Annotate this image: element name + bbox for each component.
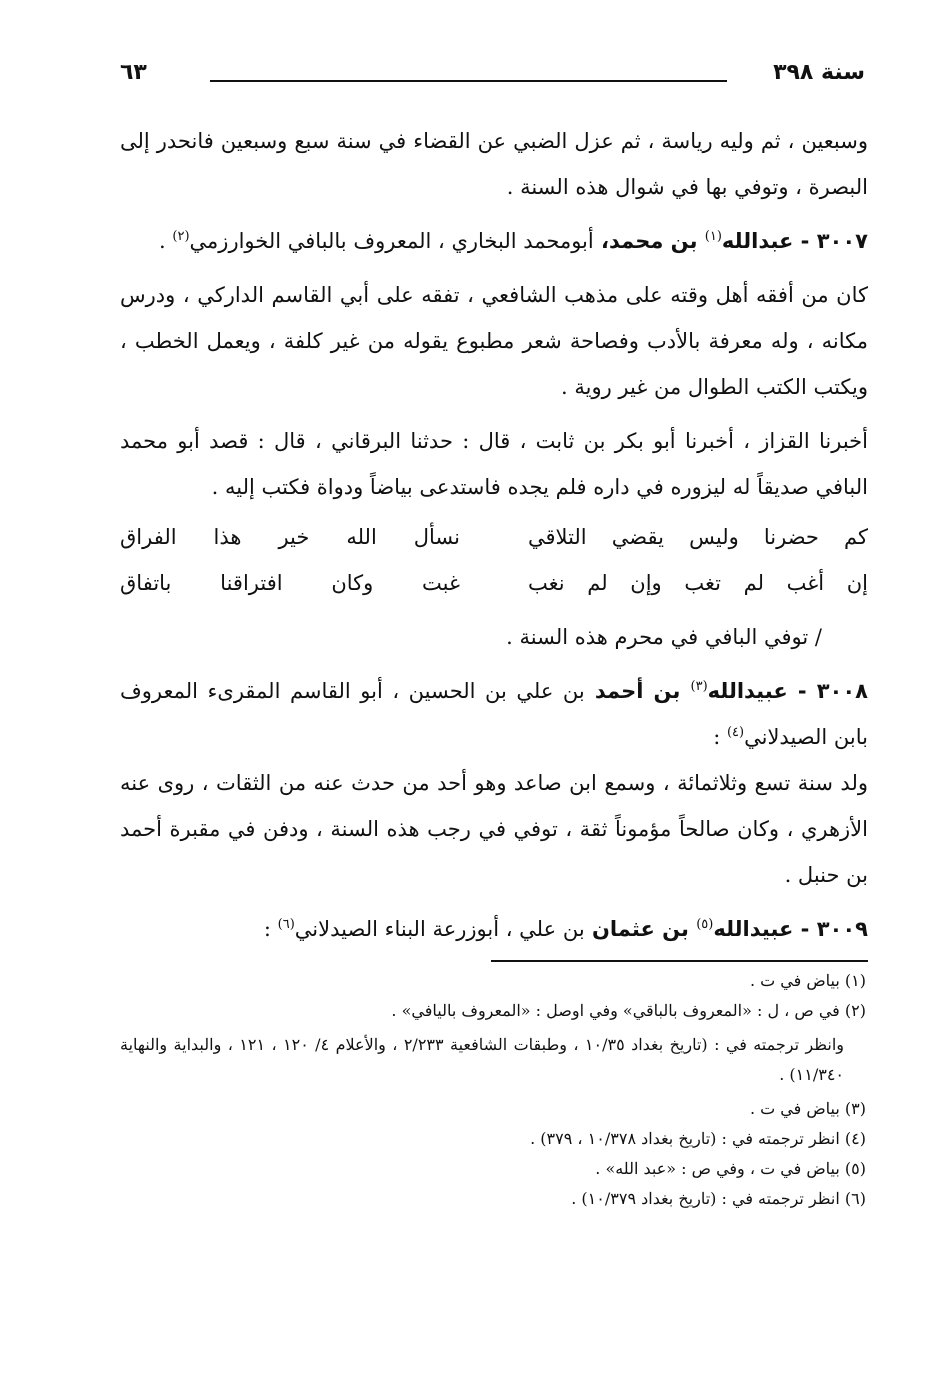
entry-name-part: بن أحمد [584, 679, 691, 703]
paragraph-3007-narration: أخبرنا القزاز ، أخبرنا أبو بكر بن ثابت ، قال : حدثنا البرقاني ، قال : قصد أبو محمد البافي صديقاً له ليزوره في داره فلم يجده فاستدعى بياضاً ودواة فكتب إليه . [120, 429, 868, 499]
paragraph-3007-bio: كان من أفقه أهل وقته على مذهب الشافعي ، تفقه على أبي القاسم الداركي ، ودرس مكانه ، وله معرفة بالأدب وفصاحة شعر مطبوع يقوله من غير كلفة ، ويعمل الخطب ، ويكتب الكتب الطوال من غير روية . [120, 283, 868, 399]
entry-end: : [713, 725, 727, 749]
footnote-rule [491, 960, 868, 962]
entry-end: . [159, 229, 173, 253]
footnote-ref: (٤) [726, 725, 745, 740]
footnote-ref: (٣) [690, 679, 708, 694]
footnote-ref: (١) [704, 229, 722, 244]
verse-hemistich: كم حضرنا وليس يقضي التلاقي [528, 525, 868, 549]
paragraph-3008-bio: ولد سنة تسع وثلاثمائة ، وسمع ابن صاعد وهو أحد من حدث عنه من الثقات ، روى عنه الأزهري ، وكان صالحاً مؤموناً ثقة ، توفي في رجب هذه السنة ، ودفن في مقبرة أحمد بن حنبل . [120, 771, 868, 887]
footnote-1: (١) بياض في ت . [749, 971, 866, 990]
verse-line-2 [120, 560, 868, 606]
entry-number: ٣٠٠٨ - [787, 679, 868, 703]
entry-rest: أبومحمد البخاري ، المعروف بالبافي الخوارزمي [189, 229, 594, 253]
entry-name: عبيدالله [707, 679, 788, 703]
entry-3008-heading [120, 668, 868, 760]
entry-name: عبدالله [721, 229, 794, 253]
footnote-2-reference: وانظر ترجمته في : (تاريخ بغداد ١٠/٣٥ ، وطبقات الشافعية ٢/٢٣٣ ، والأعلام ٤/ ١٢٠ ، ١٢١ ، والبداية والنهاية ١١/٣٤٠) . [120, 1035, 845, 1084]
paragraph-3007-death: / توفي البافي في محرم هذه السنة . [506, 625, 822, 649]
verse-hemistich: إن أغب لم تغب وإن لم نغب [528, 571, 868, 595]
entry-name-part: بن محمد، [593, 229, 705, 253]
footnote-ref: (٦) [277, 917, 295, 932]
entry-3007-heading [120, 218, 868, 264]
page-number: ٦٣ [120, 60, 147, 85]
verse-hemistich: نسأل الله خير هذا الفراق [120, 525, 460, 549]
running-title: سنة ٣٩٨ [773, 60, 865, 85]
entry-end: : [263, 917, 278, 941]
footnotes [120, 966, 866, 1214]
entry-name: عبيدالله [713, 917, 794, 941]
main-text [120, 118, 868, 952]
footnote-4: (٤) انظر ترجمته في : (تاريخ بغداد ١٠/٣٧٨ ، ٣٧٩) . [530, 1129, 866, 1148]
entry-3009-heading [120, 906, 868, 952]
footnote-ref: (٥) [696, 917, 714, 932]
footnote-3: (٣) بياض في ت . [749, 1099, 866, 1118]
entry-number: ٣٠٠٩ - [793, 917, 868, 941]
paragraph-continuation: وسبعين ، ثم وليه رياسة ، ثم عزل الضبي عن القضاء في سنة سبع وسبعين فانحدر إلى البصرة ، وتوفي بها في شوال هذه السنة . [120, 129, 868, 199]
page-header [120, 58, 865, 94]
header-rule [210, 80, 727, 82]
footnote-6: (٦) انظر ترجمته في : (تاريخ بغداد ١٠/٣٧٩) . [571, 1189, 866, 1208]
footnote-5: (٥) بياض في ت ، وفي ص : «عبد الله» . [595, 1159, 866, 1178]
footnote-ref: (٢) [172, 229, 190, 244]
verse-line-1 [120, 514, 868, 560]
verse-hemistich: غبت وكان افتراقنا باتفاق [120, 571, 460, 595]
entry-rest: بن علي بن الحسين ، أبو القاسم المقرىء المعروف بابن الصيدلاني [120, 679, 868, 749]
entry-name-part: بن عثمان [584, 917, 697, 941]
entry-rest: بن علي ، أبوزرعة البناء الصيدلاني [294, 917, 585, 941]
entry-number: ٣٠٠٧ - [793, 229, 868, 253]
footnote-2: (٢) في ص ، ل : «المعروف بالباقي» وفي اوصل : «المعروف باليافي» . [391, 1001, 866, 1020]
